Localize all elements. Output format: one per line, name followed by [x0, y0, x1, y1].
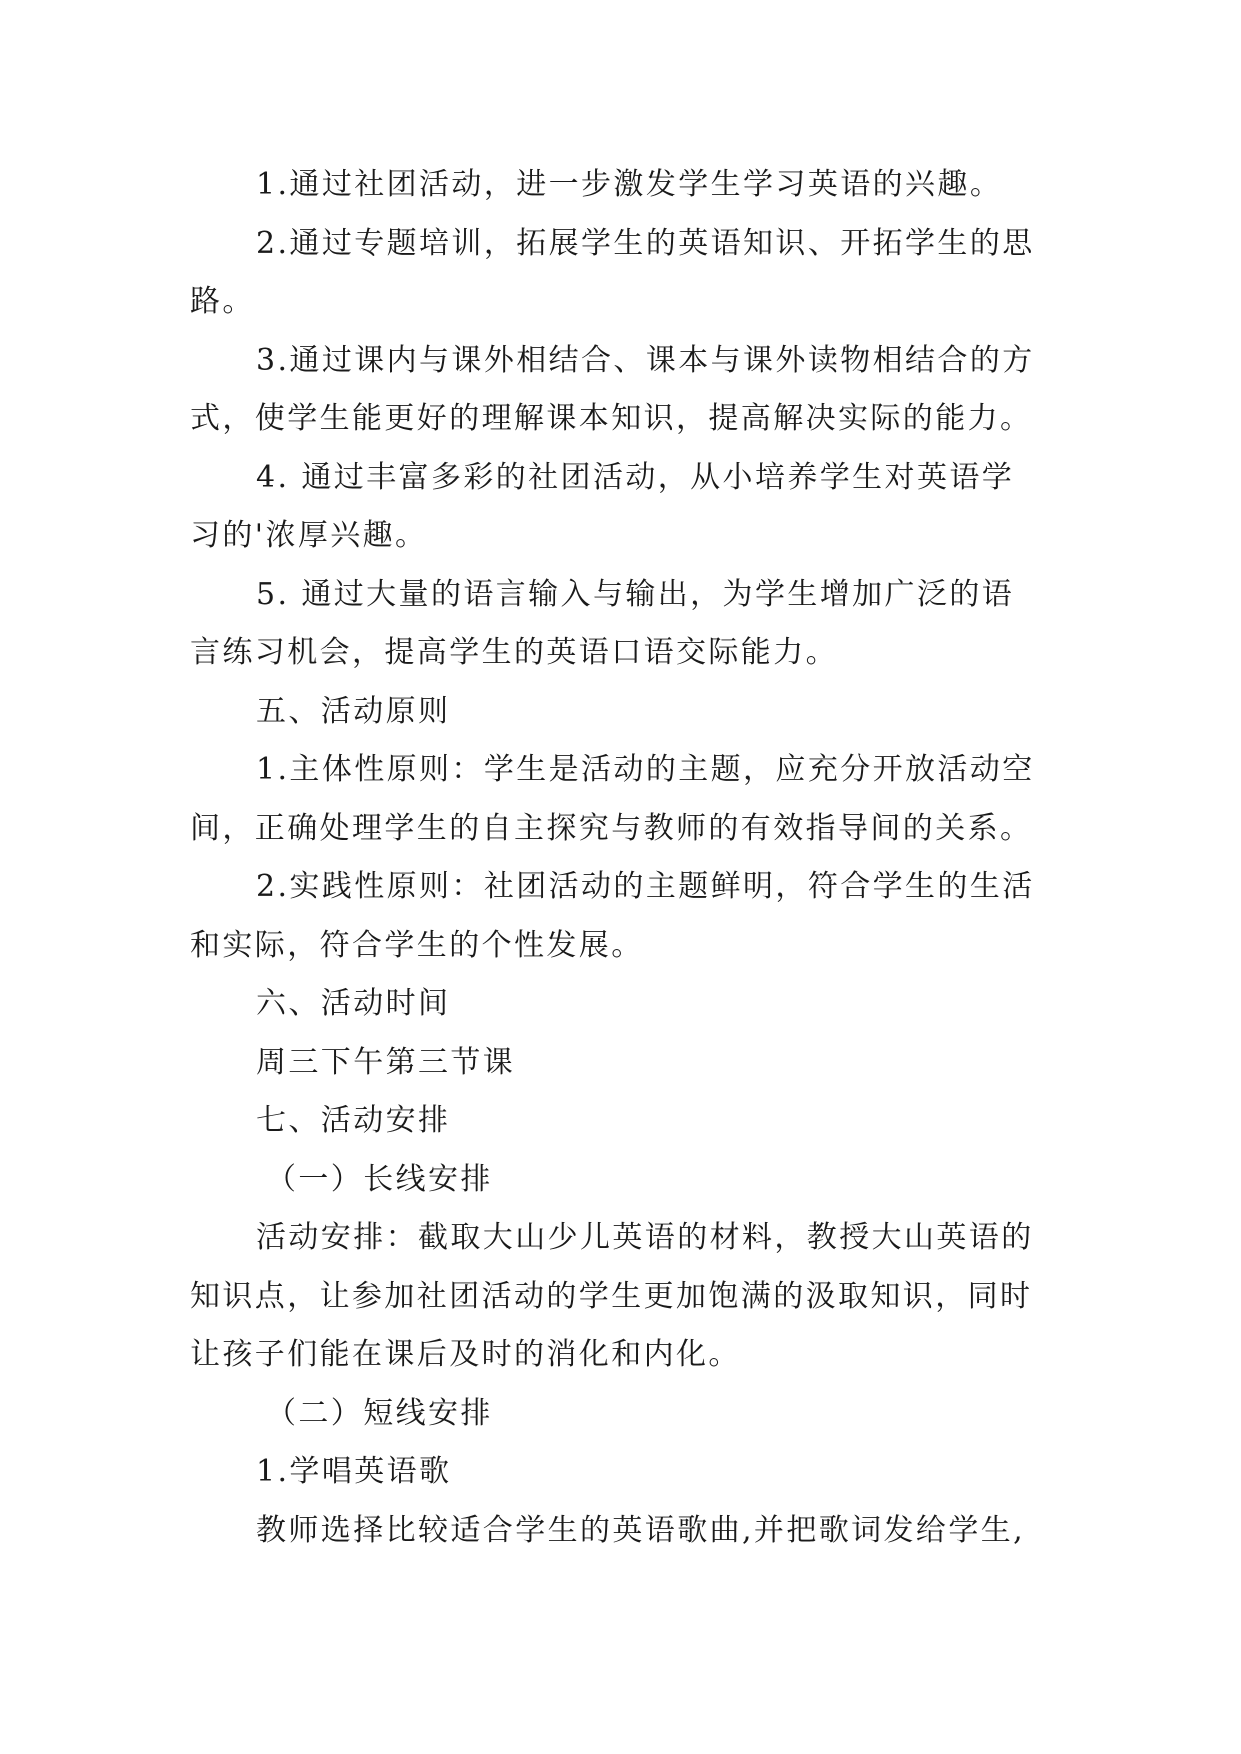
long-term-line-2: 知识点，让参加社团活动的学生更加饱满的汲取知识，同时 — [190, 1278, 1033, 1314]
subheading-long-term: （一）长线安排 — [266, 1161, 493, 1197]
long-term-line-1: 活动安排：截取大山少儿英语的材料，教授大山英语的 — [256, 1220, 1034, 1255]
principle-2-line-2: 和实际，符合学生的个性发展。 — [190, 927, 644, 963]
principle-1-line-1: 1.主体性原则：学生是活动的主题，应充分开放活动空 — [256, 752, 1035, 787]
activity-time-text: 周三下午第三节课 — [256, 1044, 516, 1080]
objective-4-line-2: 习的'浓厚兴趣。 — [190, 518, 428, 553]
objective-5-line-1: 5. 通过大量的语言输入与输出，为学生增加广泛的语 — [256, 576, 1015, 612]
short-term-item-1-line-1: 教师选择比较适合学生的英语歌曲,并把歌词发给学生, — [256, 1512, 1026, 1548]
objective-2-line-1: 2.通过专题培训，拓展学生的英语知识、开拓学生的思 — [256, 225, 1035, 261]
objective-3-line-1: 3.通过课内与课外相结合、课本与课外读物相结合的方 — [256, 342, 1035, 378]
document-body — [190, 156, 1055, 1560]
objective-3-line-2: 式，使学生能更好的理解课本知识，提高解决实际的能力。 — [190, 401, 1033, 436]
principle-1-line-2: 间，正确处理学生的自主探究与教师的有效指导间的关系。 — [190, 810, 1033, 846]
objective-1-line-1: 1.通过社团活动，进一步激发学生学习英语的兴趣。 — [256, 167, 1003, 202]
section-heading-arrangement: 七、活动安排 — [256, 1103, 451, 1138]
objective-4-line-1: 4. 通过丰富多彩的社团活动，从小培养学生对英语学 — [256, 459, 1015, 495]
long-term-line-3: 让孩子们能在课后及时的消化和内化。 — [190, 1337, 741, 1372]
section-heading-principles: 五、活动原则 — [256, 693, 451, 729]
short-term-item-1-heading: 1.学唱英语歌 — [256, 1454, 452, 1489]
principle-2-line-1: 2.实践性原则：社团活动的主题鲜明，符合学生的生活 — [256, 869, 1035, 904]
section-heading-time: 六、活动时间 — [256, 986, 451, 1021]
objective-5-line-2: 言练习机会，提高学生的英语口语交际能力。 — [190, 635, 838, 670]
objective-2-line-2: 路。 — [190, 284, 255, 319]
subheading-short-term: （二）短线安排 — [266, 1395, 493, 1431]
